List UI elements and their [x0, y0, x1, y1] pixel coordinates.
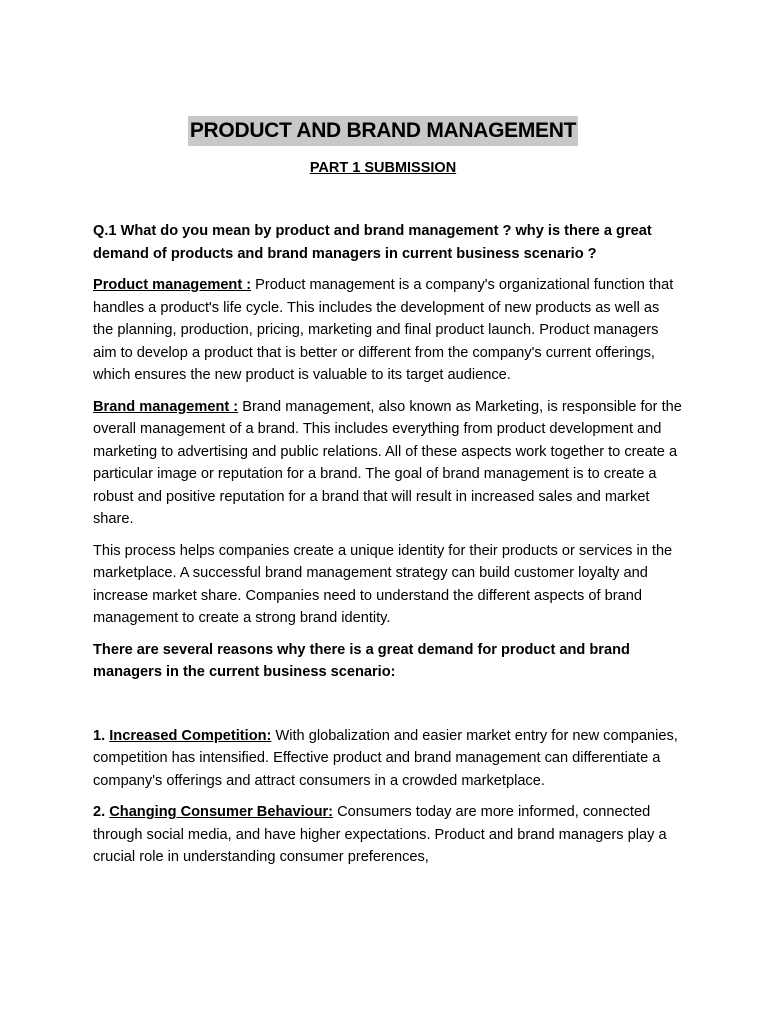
- reason-item: [93, 801, 683, 869]
- subtitle-container: [93, 158, 673, 178]
- reason-label: Changing Consumer Behaviour:: [109, 804, 334, 820]
- question-heading: Q.1 What do you mean by product and brand management ? why is there a great demand of products and brand managers in current business scenario ?: [93, 223, 652, 262]
- reason-text: Consumers today are more informed, connected through social media, and have higher expectations. Product and brand managers play a crucial role in understanding consumer preferences,: [93, 804, 667, 865]
- reason-text: With globalization and easier market entry for new companies, competition has intensified. Effective product and brand management can differentiate a company's offerings and attract consumers in a crowded marketplace.: [93, 727, 678, 789]
- reason-label: Increased Competition:: [109, 727, 272, 744]
- product-management-text: Product management is a company's organizational function that handles a product's life cycle. This includes the development of new products as well as the planning, production, pricing, marketing and final product launch. Product managers aim to develop a product that is better or different from the company's current offerings, which ensures the new product is valuable to its target audience.: [93, 277, 674, 383]
- brand-management-text: Brand management, also known as Marketing, is responsible for the overall management of a brand. This includes everything from product development and marketing to advertising and public relations. All of these aspects work together to create a particular image or reputation for a brand. The goal of brand management is to create a robust and positive reputation for a brand that will result in increased sales and market share.: [93, 398, 682, 527]
- document-subtitle: PART 1 SUBMISSION: [309, 160, 457, 176]
- product-management-paragraph: [93, 274, 683, 387]
- brand-management-paragraph: [93, 396, 683, 531]
- title-container: [93, 116, 673, 146]
- process-paragraph: This process helps companies create a unique identity for their products or services in the marketplace. A successful brand management strategy can build customer loyalty and increase market share. Companies need to understand the different aspects of brand management to create a strong brand identity.: [93, 542, 673, 626]
- spacer: [93, 693, 683, 725]
- document-title: PRODUCT AND BRAND MANAGEMENT: [188, 116, 578, 146]
- reason-number: 1.: [93, 727, 106, 744]
- reason-number: 2.: [93, 804, 106, 820]
- reason-item: [93, 725, 683, 793]
- product-management-label: Product management :: [93, 277, 252, 293]
- document-body: [93, 220, 683, 878]
- reasons-intro: There are several reasons why there is a great demand for product and brand managers in the current business scenario:: [93, 641, 630, 680]
- brand-management-label: Brand management :: [93, 398, 239, 415]
